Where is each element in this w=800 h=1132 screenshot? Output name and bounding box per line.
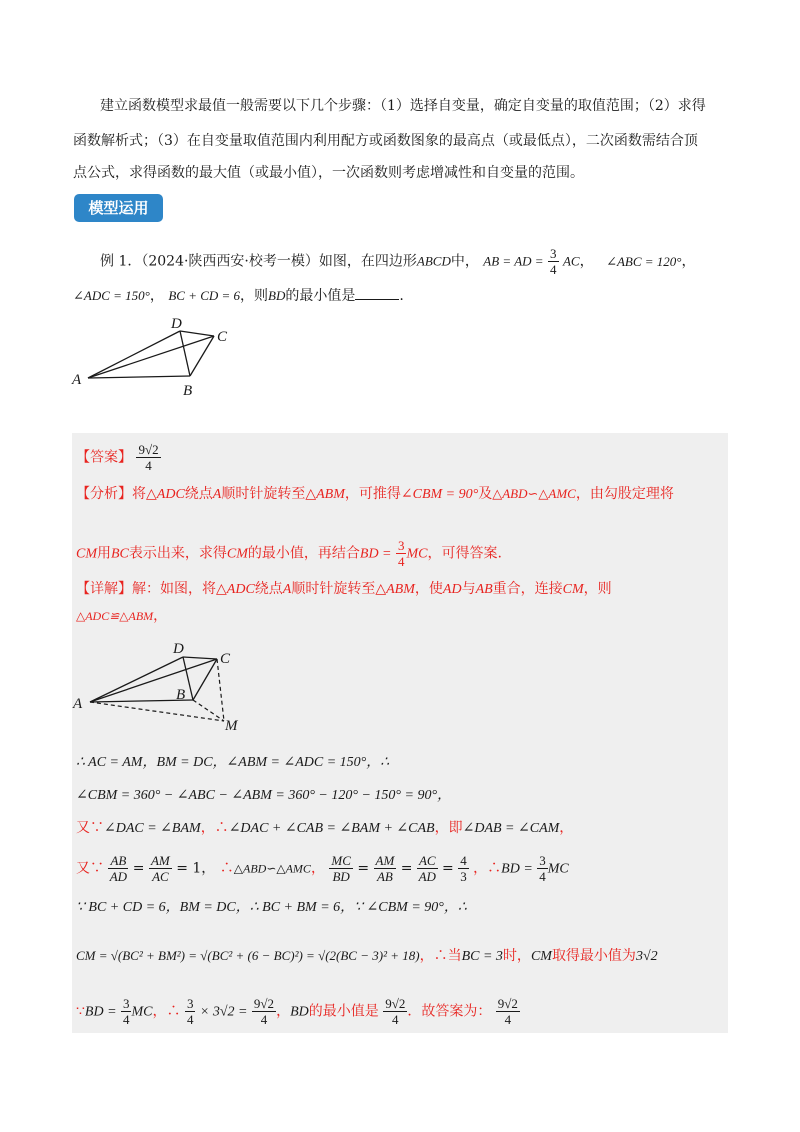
segment-cm (217, 659, 224, 721)
label-m: M (225, 718, 238, 734)
answer-fraction: $\frac{9√2}{4}$ (138, 442, 159, 473)
figure-rotated (72, 636, 244, 736)
detail-line-2: △ADC≌△ABM， (76, 608, 168, 624)
segment-ad (88, 331, 180, 378)
segment-ab (88, 376, 190, 378)
label-b: B (183, 383, 193, 399)
detail-line-8: CM = √(BC² + BM²) = √(BC² + (6 − BC)²) = √(2(BC − 3)² + 18)，∴当BC = 3时，CM取得最小值为3√2 (76, 948, 658, 964)
label-b: B (176, 687, 186, 703)
detail-line-4: ∠CBM = 360° − ∠ABC − ∠ABM = 360° − 120° − 150° = 90°， (76, 788, 452, 803)
detail-line-5: 又∵∠DAC = ∠BAM，∴∠DAC + ∠CAB = ∠BAM + ∠CAB，即∠DAB = ∠CAM， (76, 820, 574, 836)
section-badge: 模型运用 (74, 194, 163, 222)
intro-line-2: 函数解析式；（3）在自变量取值范围内利用配方或函数图象的最高点（或最低点），二次函数需结合顶 (73, 133, 698, 149)
answer-line: 【答案】 $\frac{9√2}{4}$ (76, 442, 159, 473)
intro-line-3: 点公式，求得函数的最大值（或最小值），一次函数则考虑增减性和自变量的范围。 (73, 165, 584, 181)
figure-quadrilateral (70, 310, 240, 405)
segment-ac (90, 659, 217, 702)
segment-ad (90, 657, 186, 703)
segment-dc (183, 657, 217, 659)
label-c: C (220, 651, 231, 667)
example-line-2: ∠ADC = 150°， BC + CD = 6，则BD的最小值是 . (73, 285, 404, 306)
example-line-1: 例 1．（2024·陕西西安·校考一模）如图，在四边形ABCD中， AB = AD = $\frac{3}{4}$ AC， ∠ABC = 120°， (100, 246, 696, 277)
label-d: D (173, 641, 184, 657)
label-a: A (73, 696, 83, 712)
analysis-line-1: 【分析】将△ADC绕点A顺时针旋转至△ABM，可推得∠CBM = 90°及△ABD∽△AMC，由勾股定理将 (76, 486, 674, 502)
segment-cb (190, 336, 214, 376)
segment-am (90, 702, 224, 721)
detail-line-9: ∵BD = $\frac{3}{4}$ MC，∴ $\frac{3}{4}$ × 3√2 = $\frac{9√2}{4}$ ，BD的最小值是 $\frac{9√2}{4}$ ．故答案为： $\frac{9√2}{4}$ (76, 996, 518, 1027)
segment-ac (88, 336, 214, 378)
answer-blank (355, 285, 399, 300)
label-d: D (171, 316, 182, 332)
detail-line-1: 【详解】解：如图，将△ADC绕点A顺时针旋转至△ABM，使AD与AB重合，连接CM，则 (76, 581, 612, 597)
analysis-line-2: CM用BC表示出来，求得CM的最小值，再结合BD = $\frac{3}{4}$ MC，可得答案. (76, 538, 502, 569)
detail-line-7: ∵ BC + CD = 6，BM = DC，∴ BC + BM = 6，∵ ∠CBM = 90°，∴ (76, 900, 467, 915)
label-a: A (72, 372, 82, 388)
segment-dc (180, 331, 214, 336)
detail-line-6: 又∵ $\frac{AB}{AD}$ = $\frac{AM}{AC}$ = 1， ∴△ABD∽△AMC， $\frac{MC}{BD}$ = $\frac{AM}{AB}$ = $\frac{AC}{AD}$ = $\frac{4}{3}$ ，∴BD = $\frac{3}{4}$ MC (76, 853, 569, 884)
intro-line-1: 建立函数模型求最值一般需要以下几个步骤：（1）选择自变量，确定自变量的取值范围；（2）求得 (100, 98, 706, 114)
detail-line-3: ∴ AC = AM，BM = DC，∠ABM = ∠ADC = 150°，∴ (76, 755, 390, 770)
fraction-3-4: $\frac{3}{4}$ (550, 246, 557, 277)
segment-db (180, 331, 190, 376)
segment-cb (193, 659, 217, 700)
label-c: C (217, 329, 228, 345)
